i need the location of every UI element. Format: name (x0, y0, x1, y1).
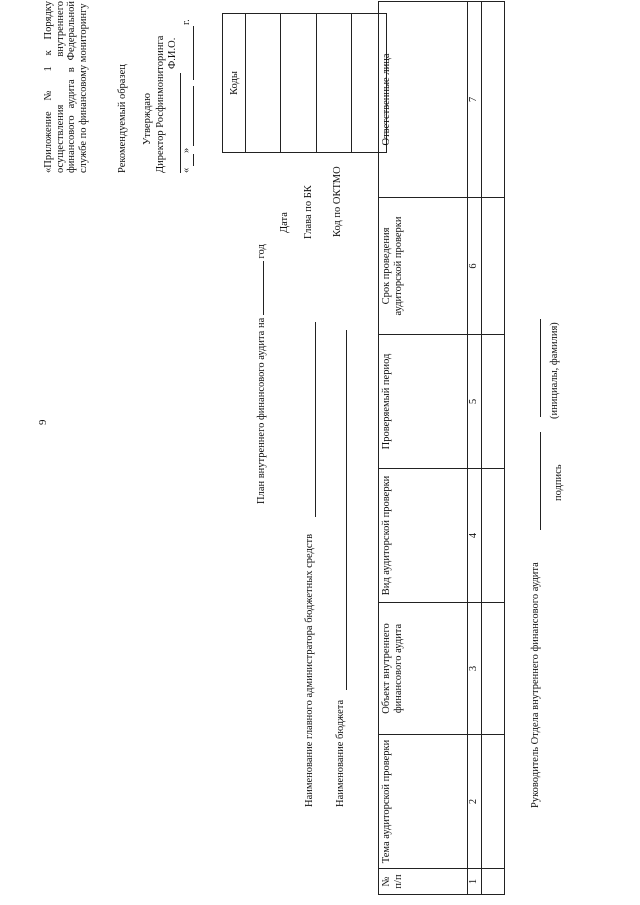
plan-title-post: год (256, 244, 267, 259)
approver-signature-line (180, 73, 181, 173)
budget-name-label: Наименование бюджета (335, 699, 346, 807)
footer-signature-line[interactable] (540, 432, 541, 530)
code-cell-date[interactable] (246, 14, 281, 153)
header-topic: Тема аудиторской проверки (379, 735, 468, 869)
header-audit-type: Вид аудиторской проверки (379, 469, 468, 603)
column-number-1: 1 (468, 869, 482, 895)
approval-day-line (193, 154, 194, 166)
code-label-date: Дата (279, 212, 290, 233)
header-number: № п/п (379, 869, 468, 895)
plan-title (254, 244, 269, 504)
table-cell[interactable] (482, 335, 505, 469)
header-duration: Срок проведения аудиторской проверки (379, 198, 468, 335)
header-period: Проверяемый период (379, 335, 468, 469)
table-cell[interactable] (482, 198, 505, 335)
plan-title-pre: План внутреннего финансового аудита на (256, 317, 267, 504)
code-label-oktmo: Код по ОКТМО (332, 166, 343, 237)
table-cell[interactable] (482, 603, 505, 735)
column-number-7: 7 (468, 2, 482, 198)
column-number-5: 5 (468, 335, 482, 469)
code-cell-oktmo[interactable] (316, 14, 351, 153)
annex-reference: «Приложение № 1 к Порядку осуществления внутреннего финансового аудита в Федеральной службе по финансовому мониторингу (43, 1, 89, 173)
table-cell[interactable] (482, 469, 505, 603)
footer-signature-caption: подпись (553, 464, 564, 501)
budget-name-line[interactable] (346, 330, 347, 690)
plan-year-line[interactable] (254, 261, 264, 315)
table-cell[interactable] (482, 735, 505, 869)
footer-head-label: Руководитель Отдела внутреннего финансового аудита (530, 562, 541, 808)
table-cell[interactable] (482, 2, 505, 198)
approver-fio: Ф.И.О. (167, 37, 178, 69)
approval-date-mid: » (181, 147, 192, 153)
codes-table (222, 13, 387, 153)
column-number-4: 4 (468, 469, 482, 603)
column-number-3: 3 (468, 603, 482, 735)
codes-header: Коды (223, 14, 246, 153)
footer-initials-caption: (инициалы, фамилия) (549, 322, 560, 419)
table-cell[interactable] (482, 869, 505, 895)
code-label-bk: Глава по БК (303, 185, 314, 239)
approver-position: Директор Росфинмониторинга (155, 35, 166, 173)
recommended-sample-label: Рекомендуемый образец (117, 64, 128, 173)
approval-date-open: « (181, 167, 192, 173)
approval-year-line (193, 26, 194, 80)
footer-initials-line[interactable] (540, 319, 541, 417)
audit-plan-table (378, 1, 505, 895)
page-number: 9 (37, 419, 49, 425)
admin-name-label: Наименование главного администратора бюджетных средств (304, 533, 315, 807)
header-responsible: Ответственные лица (379, 2, 468, 198)
approval-month-line (193, 86, 194, 146)
approval-date-year: г. (181, 19, 192, 25)
header-object: Объект внутреннего финансового аудита (379, 603, 468, 735)
column-number-2: 2 (468, 735, 482, 869)
column-number-6: 6 (468, 198, 482, 335)
admin-name-line[interactable] (315, 322, 316, 517)
approve-label: Утверждаю (142, 93, 153, 145)
code-cell-bk[interactable] (281, 14, 316, 153)
